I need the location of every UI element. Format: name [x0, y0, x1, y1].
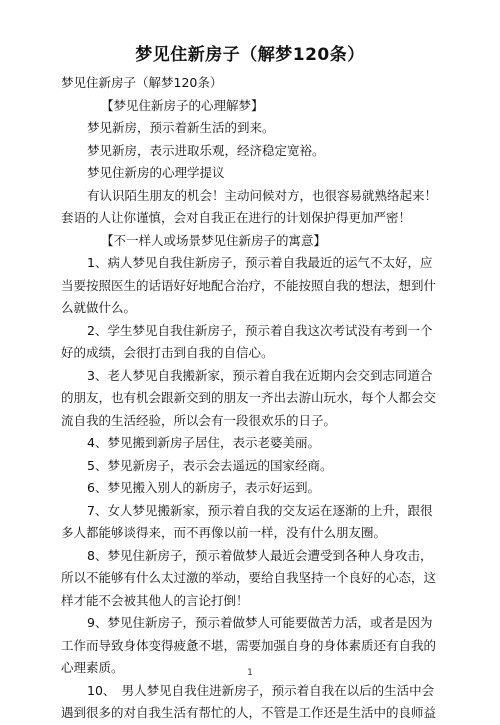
paragraph: 梦见住新房的心理学提议	[87, 165, 225, 180]
paragraph: 梦见新房，表示进取乐观，经济稳定宽裕。	[87, 142, 325, 158]
list-item: 6、梦见搬入别人的新房子，表示好运到。	[87, 480, 320, 495]
list-item: 3、老人梦见自我搬新家，预示着自我在近期内会交到志同道合的朋友，也有机会跟新交到的朋友一齐出去游山玩水，每个人都会交流自我的生活经验，所以会有一段很欢乐的日子。	[61, 367, 437, 428]
list-item: 8、梦见住新房子，预示着做梦人最近会遭受到各种人身攻击，所以不能够有什么太过激的举动，要给自我坚持一个良好的心态，这样才能不会被其他人的言论打倒！	[61, 547, 437, 608]
paragraph: 有认识陌生朋友的机会！主动问候对方，也很容易就熟络起来！套语的人让你谨慎，会对自我正在进行的计划保护得更加严密！	[61, 187, 438, 225]
subtitle-line: 梦见住新房子（解梦120条）	[61, 75, 223, 90]
document-body	[61, 72, 443, 725]
document-title: 梦见住新房子（解梦120条）	[135, 45, 365, 65]
list-item: 1、病人梦见自我住新房子，预示着自我最近的运气不太好，应当要按照医生的话语好好地配合治疗，不能按照自我的想法，想到什么就做什么。	[61, 255, 437, 315]
list-item: 5、梦见新房子，表示会去遥远的国家经商。	[87, 457, 333, 473]
list-item: 9、梦见住新房子，预示着做梦人可能要做苦力活，或者是因为工作而导致身体变得疲惫不堪，需要加强自身的身体素质还有自我的心理素质。	[61, 615, 437, 675]
list-item: 7、女人梦见搬新家，预示着自我的交友运在逐渐的上升，跟很多人都能够谈得来，而不再像以前一样，没有什么朋友圈。	[61, 502, 433, 540]
section-heading-psych: 【梦见住新房子的心理解梦】	[101, 97, 264, 113]
list-item: 2、学生梦见自我住新房子，预示着自我这次考试没有考到一个好的成绩，会很打击到自我的自信心。	[61, 322, 433, 360]
list-item: 4、梦见搬到新房子居住，表示老婆美丽。	[87, 435, 320, 450]
page-number: 1	[247, 668, 253, 678]
section-heading-scenarios: 【不一样人或场景梦见住新房子的寓意】	[101, 232, 327, 248]
paragraph: 梦见新房，预示着新生活的到来。	[87, 120, 275, 135]
list-item: 10、 男人梦见自我住进新房子，预示着自我在以后的生活中会遇到很多的对自我生活有帮忙的人，不管是工作还是生活中的良师益	[61, 682, 437, 720]
